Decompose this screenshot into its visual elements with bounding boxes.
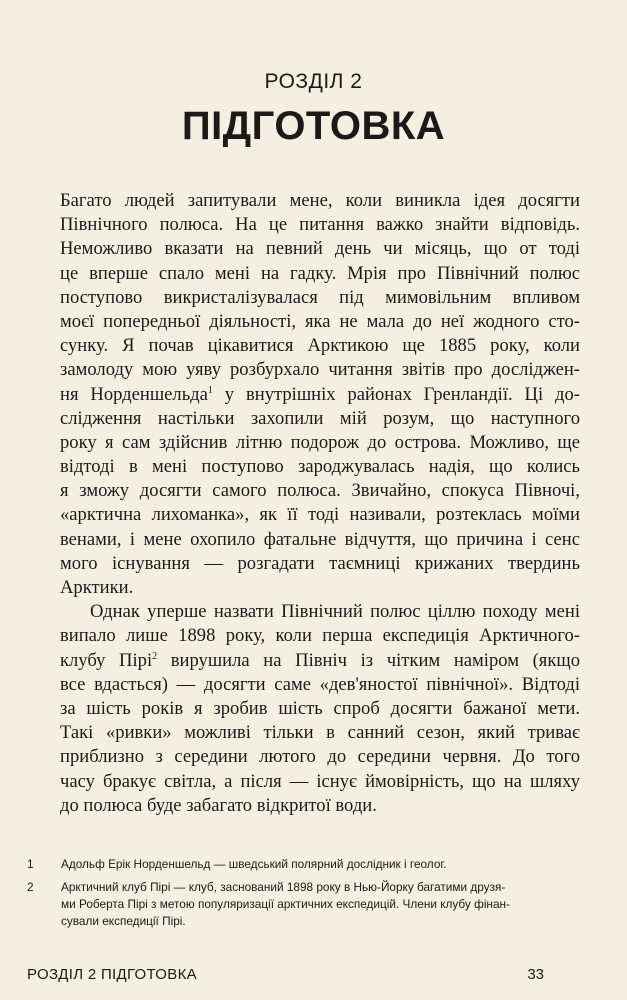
chapter-label: РОЗДІЛ 2 bbox=[264, 70, 363, 93]
text-line bbox=[60, 383, 580, 407]
text-line: часу бракує світла, а після — існує ймовірність, що на шляху bbox=[60, 770, 580, 792]
text-line: Багато людей запитували мене, коли виникла ідея досягти bbox=[60, 190, 580, 211]
footnote-text: Адольф Ерік Норденшельд — шведський полярний дослідник і геолог. bbox=[61, 857, 447, 871]
chapter-title: ПІДГОТОВКА bbox=[181, 104, 446, 148]
text-line: сунку. Я почав цікавитися Арктикою ще 1885 року, коли bbox=[60, 335, 580, 357]
footnote-ref-1[interactable]: 1 bbox=[207, 384, 213, 396]
text-line: це вперше спало мені на гадку. Мрія про Північний полюс bbox=[60, 262, 580, 284]
text-line: мого існування — розгадати таємниці крижаних твердинь bbox=[60, 552, 580, 574]
text-segment: клубу Пірі bbox=[60, 649, 153, 671]
footnote-1 bbox=[27, 856, 557, 873]
body-text bbox=[60, 189, 580, 818]
text-segment: вирушила на Північ із чітким наміром (якщо bbox=[157, 649, 580, 671]
text-line: Арктики. bbox=[60, 577, 134, 598]
text-segment: у внутрішніх районах Гренландії. Ці до- bbox=[212, 383, 580, 405]
text-line: за шість років я зробив шість спроб досягти бажаної мети. bbox=[60, 697, 580, 719]
footnote-ref-2[interactable]: 2 bbox=[152, 650, 158, 662]
text-line: Неможливо вказати на певний день чи місяць, що от тоді bbox=[60, 238, 580, 260]
footnote-number: 1 bbox=[27, 857, 34, 871]
text-line: відтоді в мені поступово зароджувалась надія, що колись bbox=[60, 456, 580, 478]
footnotes bbox=[27, 856, 557, 936]
text-line: поступово викристалізувалася під мимовільним впливом bbox=[60, 286, 580, 308]
text-line: Однак уперше назвати Північний полюс ціллю походу мені bbox=[90, 601, 580, 623]
text-line: все вдасться) — досягти саме «дев'яностої північної». Відтоді bbox=[60, 673, 580, 695]
footnote-text: ми Роберта Пірі з метою популяризації арктичних експедицій. Члени клубу фінан- bbox=[61, 897, 510, 911]
text-line: випало лише 1898 року, коли перша експедиція Арктичного- bbox=[60, 625, 580, 647]
footnote-text: сували експедиції Пірі. bbox=[61, 914, 186, 928]
text-line: до полюса буде забагато відкритої води. bbox=[60, 794, 377, 816]
text-line: приблизно з середини лютого до середини червня. До того bbox=[60, 746, 580, 768]
page-number: 33 bbox=[527, 966, 544, 983]
footnote-text: Арктичний клуб Пірі — клуб, заснований 1898 року в Нью-Йорку багатими друзя- bbox=[61, 880, 506, 894]
text-segment: ня Норденшельда bbox=[60, 383, 208, 405]
text-line: Такі «ривки» можливі тільки в санний сезон, який триває bbox=[60, 722, 580, 744]
text-line: «арктична лихоманка», як її тоді називали, розтеклась моїми bbox=[60, 504, 580, 526]
text-line: Північного полюса. На це питання важко знайти відповідь. bbox=[60, 214, 580, 236]
footnote-2 bbox=[27, 879, 557, 930]
running-footer: РОЗДІЛ 2 ПІДГОТОВКА bbox=[27, 966, 197, 983]
text-line: замолоду мою уяву розбурхало читання звітів про досліджен- bbox=[60, 359, 580, 381]
text-line: моєї попередньої діяльності, яка не мала до неї жодного сто- bbox=[60, 310, 580, 332]
text-line: слідження настільки захопили мій розум, що наступного bbox=[60, 407, 580, 429]
text-line: венами, і мене охопило фатальне відчуття, що причина і сенс bbox=[60, 528, 580, 550]
footnote-number: 2 bbox=[27, 880, 34, 894]
text-line bbox=[60, 649, 580, 673]
text-line: року я сам здійснив літню подорож до острова. Можливо, ще bbox=[60, 431, 580, 453]
text-line: я зможу досягти самого полюса. Звичайно, спокуса Півночі, bbox=[60, 480, 580, 502]
